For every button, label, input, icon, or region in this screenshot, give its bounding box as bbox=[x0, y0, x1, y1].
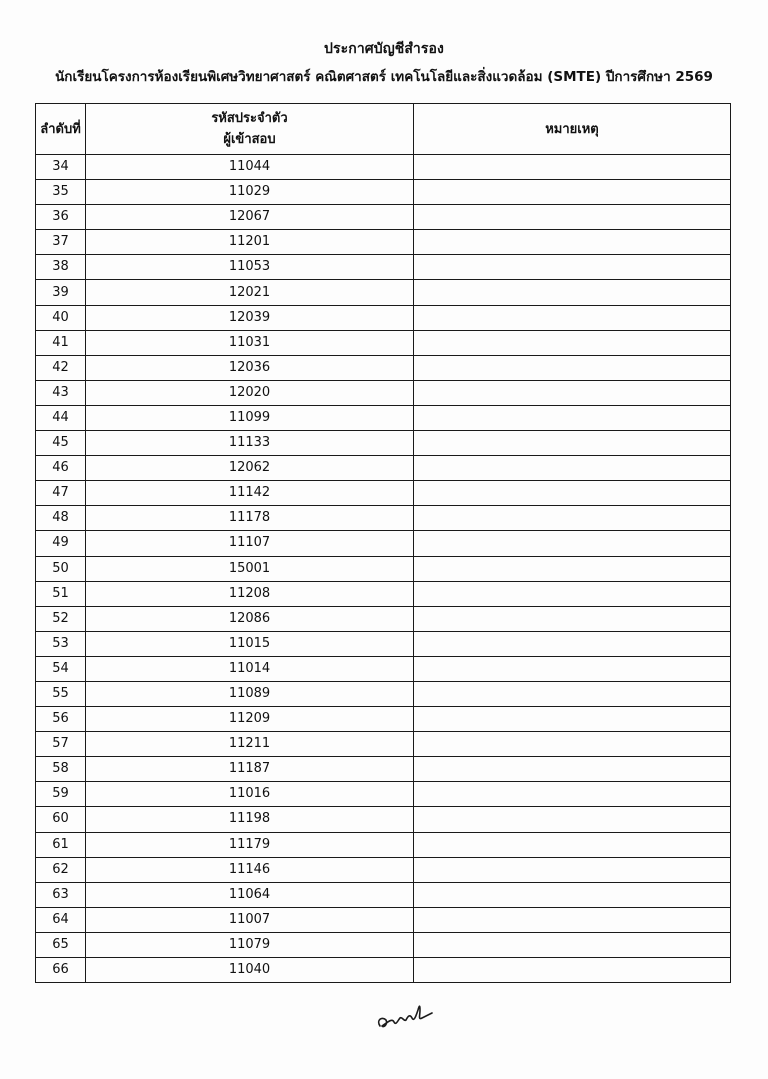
row-order: 39 bbox=[36, 280, 86, 305]
row-order: 63 bbox=[36, 882, 86, 907]
row-note bbox=[414, 230, 731, 255]
row-note bbox=[414, 782, 731, 807]
row-candidate-code: 12062 bbox=[86, 456, 414, 481]
row-order: 64 bbox=[36, 907, 86, 932]
row-candidate-code: 11211 bbox=[86, 732, 414, 757]
row-order: 52 bbox=[36, 606, 86, 631]
row-candidate-code: 11142 bbox=[86, 481, 414, 506]
row-order: 56 bbox=[36, 707, 86, 732]
header-code-line2: ผู้เข้าสอบ bbox=[223, 132, 276, 147]
row-order: 60 bbox=[36, 807, 86, 832]
table-row bbox=[36, 230, 731, 255]
table-row bbox=[36, 506, 731, 531]
row-order: 59 bbox=[36, 782, 86, 807]
row-order: 55 bbox=[36, 681, 86, 706]
table-row bbox=[36, 656, 731, 681]
row-note bbox=[414, 732, 731, 757]
row-order: 47 bbox=[36, 481, 86, 506]
row-order: 48 bbox=[36, 506, 86, 531]
row-candidate-code: 12021 bbox=[86, 280, 414, 305]
row-candidate-code: 11016 bbox=[86, 782, 414, 807]
row-note bbox=[414, 832, 731, 857]
row-order: 37 bbox=[36, 230, 86, 255]
row-candidate-code: 11179 bbox=[86, 832, 414, 857]
table-row bbox=[36, 456, 731, 481]
table-row bbox=[36, 882, 731, 907]
row-note bbox=[414, 380, 731, 405]
table-row bbox=[36, 958, 731, 983]
table-row bbox=[36, 606, 731, 631]
row-candidate-code: 11079 bbox=[86, 932, 414, 957]
row-candidate-code: 11053 bbox=[86, 255, 414, 280]
row-candidate-code: 12020 bbox=[86, 380, 414, 405]
table-row bbox=[36, 631, 731, 656]
row-note bbox=[414, 707, 731, 732]
table-row bbox=[36, 556, 731, 581]
table-row bbox=[36, 355, 731, 380]
table-row bbox=[36, 857, 731, 882]
row-candidate-code: 11089 bbox=[86, 681, 414, 706]
table-row bbox=[36, 255, 731, 280]
row-order: 34 bbox=[36, 155, 86, 180]
row-candidate-code: 11209 bbox=[86, 707, 414, 732]
header-order: ลำดับที่ bbox=[36, 104, 86, 155]
row-order: 36 bbox=[36, 205, 86, 230]
signature-icon bbox=[374, 996, 434, 1036]
row-order: 50 bbox=[36, 556, 86, 581]
row-candidate-code: 12067 bbox=[86, 205, 414, 230]
row-order: 66 bbox=[36, 958, 86, 983]
row-candidate-code: 12086 bbox=[86, 606, 414, 631]
row-order: 41 bbox=[36, 330, 86, 355]
row-candidate-code: 11029 bbox=[86, 180, 414, 205]
table-row bbox=[36, 305, 731, 330]
row-note bbox=[414, 757, 731, 782]
table-row bbox=[36, 681, 731, 706]
row-note bbox=[414, 431, 731, 456]
row-note bbox=[414, 631, 731, 656]
row-note bbox=[414, 807, 731, 832]
row-note bbox=[414, 606, 731, 631]
row-candidate-code: 11107 bbox=[86, 531, 414, 556]
row-order: 65 bbox=[36, 932, 86, 957]
table-header-row bbox=[36, 104, 731, 155]
row-order: 42 bbox=[36, 355, 86, 380]
table-body bbox=[36, 155, 731, 983]
row-note bbox=[414, 155, 731, 180]
row-order: 58 bbox=[36, 757, 86, 782]
row-note bbox=[414, 656, 731, 681]
table-row bbox=[36, 180, 731, 205]
row-note bbox=[414, 330, 731, 355]
document-title: ประกาศบัญชีสำรอง bbox=[324, 41, 444, 57]
row-candidate-code: 11198 bbox=[86, 807, 414, 832]
row-note bbox=[414, 681, 731, 706]
header-candidate-code bbox=[86, 104, 414, 155]
row-order: 44 bbox=[36, 405, 86, 430]
row-candidate-code: 11187 bbox=[86, 757, 414, 782]
row-candidate-code: 12036 bbox=[86, 355, 414, 380]
row-note bbox=[414, 481, 731, 506]
reserve-list-table bbox=[35, 103, 731, 983]
row-order: 54 bbox=[36, 656, 86, 681]
row-order: 49 bbox=[36, 531, 86, 556]
row-note bbox=[414, 932, 731, 957]
row-candidate-code: 11146 bbox=[86, 857, 414, 882]
row-order: 51 bbox=[36, 581, 86, 606]
row-note bbox=[414, 255, 731, 280]
table-row bbox=[36, 832, 731, 857]
row-note bbox=[414, 456, 731, 481]
row-candidate-code: 11099 bbox=[86, 405, 414, 430]
row-note bbox=[414, 205, 731, 230]
table-row bbox=[36, 807, 731, 832]
row-order: 43 bbox=[36, 380, 86, 405]
table-row bbox=[36, 782, 731, 807]
row-candidate-code: 12039 bbox=[86, 305, 414, 330]
row-order: 38 bbox=[36, 255, 86, 280]
row-candidate-code: 11007 bbox=[86, 907, 414, 932]
table-row bbox=[36, 581, 731, 606]
table-row bbox=[36, 205, 731, 230]
row-note bbox=[414, 506, 731, 531]
row-note bbox=[414, 556, 731, 581]
header-code-line1: รหัสประจำตัว bbox=[211, 111, 288, 126]
row-note bbox=[414, 882, 731, 907]
table-row bbox=[36, 405, 731, 430]
row-note bbox=[414, 280, 731, 305]
row-order: 40 bbox=[36, 305, 86, 330]
row-order: 53 bbox=[36, 631, 86, 656]
table-row bbox=[36, 431, 731, 456]
row-candidate-code: 11044 bbox=[86, 155, 414, 180]
table-row bbox=[36, 732, 731, 757]
row-note bbox=[414, 180, 731, 205]
row-note bbox=[414, 581, 731, 606]
row-candidate-code: 11015 bbox=[86, 631, 414, 656]
table-row bbox=[36, 481, 731, 506]
row-candidate-code: 11208 bbox=[86, 581, 414, 606]
row-note bbox=[414, 531, 731, 556]
row-candidate-code: 11133 bbox=[86, 431, 414, 456]
table-row bbox=[36, 907, 731, 932]
table-row bbox=[36, 707, 731, 732]
row-note bbox=[414, 305, 731, 330]
row-order: 57 bbox=[36, 732, 86, 757]
table-row bbox=[36, 330, 731, 355]
row-note bbox=[414, 405, 731, 430]
row-note bbox=[414, 907, 731, 932]
row-candidate-code: 11201 bbox=[86, 230, 414, 255]
row-candidate-code: 15001 bbox=[86, 556, 414, 581]
row-note bbox=[414, 857, 731, 882]
table-row bbox=[36, 380, 731, 405]
table-row bbox=[36, 932, 731, 957]
row-order: 61 bbox=[36, 832, 86, 857]
row-note bbox=[414, 958, 731, 983]
row-order: 46 bbox=[36, 456, 86, 481]
row-order: 62 bbox=[36, 857, 86, 882]
row-candidate-code: 11031 bbox=[86, 330, 414, 355]
row-candidate-code: 11040 bbox=[86, 958, 414, 983]
table-row bbox=[36, 280, 731, 305]
row-order: 35 bbox=[36, 180, 86, 205]
row-order: 45 bbox=[36, 431, 86, 456]
row-candidate-code: 11178 bbox=[86, 506, 414, 531]
row-candidate-code: 11064 bbox=[86, 882, 414, 907]
header-note: หมายเหตุ bbox=[414, 104, 731, 155]
table-row bbox=[36, 757, 731, 782]
row-candidate-code: 11014 bbox=[86, 656, 414, 681]
row-note bbox=[414, 355, 731, 380]
table-row bbox=[36, 531, 731, 556]
table-row bbox=[36, 155, 731, 180]
document-subtitle: นักเรียนโครงการห้องเรียนพิเศษวิทยาศาสตร์ คณิตศาสตร์ เทคโนโลยีและสิ่งแวดล้อม (SMTE) ปีการศึกษา 2569 bbox=[55, 69, 713, 85]
